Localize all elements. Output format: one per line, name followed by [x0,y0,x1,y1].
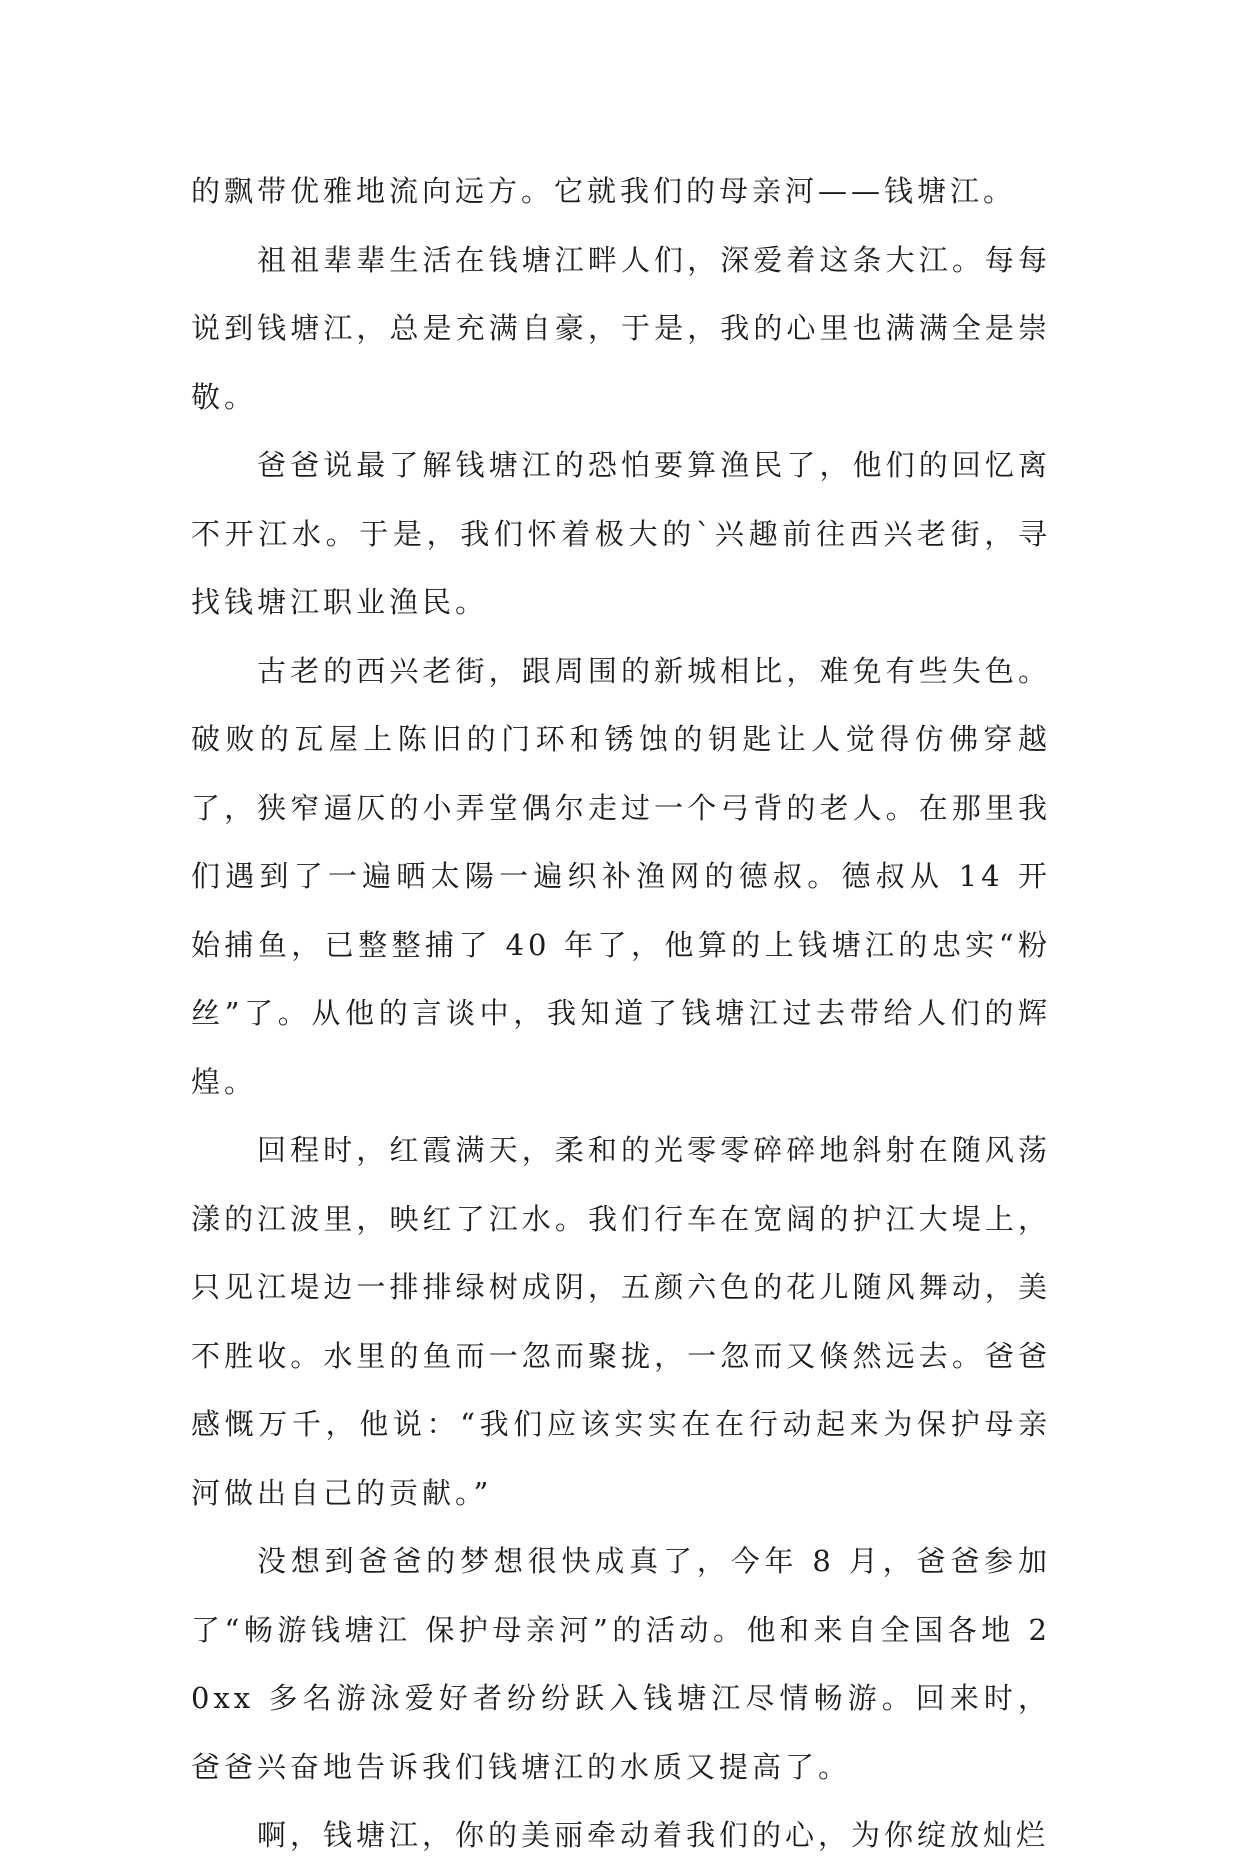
paragraph: 祖祖辈辈生活在钱塘江畔人们，深爱着这条大江。每每说到钱塘江，总是充满自豪，于是，我的心里也满满全是崇敬。 [191,242,1051,414]
paragraph: 古老的西兴老街，跟周围的新城相比，难免有些失色。破败的瓦屋上陈旧的门环和锈蚀的钥匙让人觉得仿佛穿越了，狭窄逼仄的小弄堂偶尔走过一个弓背的老人。在那里我们遇到了一遍晒太陽一遍织补渔网的德叔。德叔从 14 开始捕鱼，已整整捕了 40 年了，他算的上钱塘江的忠实“粉丝”了。从他的言谈中，我知道了钱塘江过去带给人们的辉煌。 [191,653,1051,1099]
document-body [191,157,1051,1870]
paragraph: 爸爸说最了解钱塘江的恐怕要算渔民了，他们的回忆离不开江水。于是，我们怀着极大的`兴趣前往西兴老街，寻找钱塘江职业渔民。 [191,448,1051,619]
paragraph: 的飘带优雅地流向远方。它就我们的母亲河——钱塘江。 [191,174,1017,208]
paragraph: 啊，钱塘江，你的美丽牵动着我们的心，为你绽放灿烂 [257,1818,1050,1852]
paragraph: 回程时，红霞满天，柔和的光零零碎碎地斜射在随风荡漾的江波里，映红了江水。我们行车在宽阔的护江大堤上，只见江堤边一排排绿树成阴，五颜六色的花儿随风舞动，美不胜收。水里的鱼而一忽而聚拢，一忽而又倏然远去。爸爸感慨万千，他说：“我们应该实实在在行动起来为保护母亲河做出自己的贡献。” [191,1133,1051,1510]
paragraph: 没想到爸爸的梦想很快成真了，今年 8 月，爸爸参加了“畅游钱塘江 保护母亲河”的活动。他和来自全国各地 20xx 多名游泳爱好者纷纷跃入钱塘江尽情畅游。回来时，爸爸兴奋地告诉我们钱塘江的水质又提高了。 [191,1544,1051,1784]
